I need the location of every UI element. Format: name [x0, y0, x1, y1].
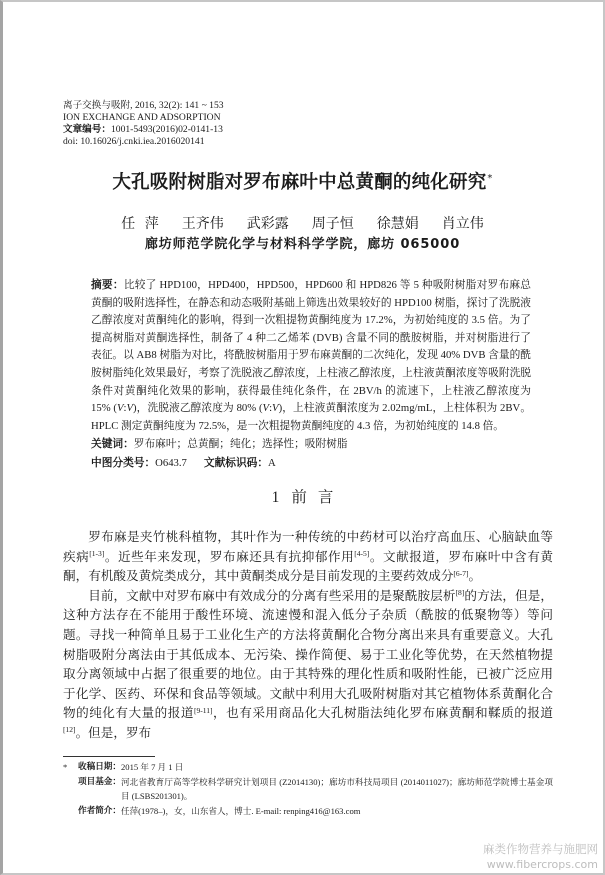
author-name: 徐慧娟 — [376, 217, 419, 232]
received-label: 收稿日期： — [78, 762, 121, 772]
author-list — [0, 215, 605, 235]
footnotes — [63, 760, 553, 818]
footnote-divider — [63, 756, 155, 757]
abstract-text: : — [269, 402, 273, 415]
body-text: 。文献报道，罗布麻叶中含有黄酮，有机酸及黄烷类成分，其中黄酮类成分是目前发现的主要药效成分 — [63, 549, 554, 584]
section-number: 1 — [271, 489, 280, 506]
footnote-received — [63, 760, 553, 775]
funding-text: 河北省教育厅高等学校科学研究计划项目 (Z2014130)；廊坊市科技局项目 (2014011027)；廊坊师范学院博士基金项目 (LSBS201301)。 — [120, 776, 553, 801]
body-text: 的方法，但是，这种方法存在不能用于酸性环境、流速慢和混入低分子杂质（酰胺的低聚物等）等问题。寻找一种简单且易于工业化生产的方法将黄酮化合物分离出来具有重要意义。大孔树脂吸附分离法由于其低成本、无污染、操作简便、易于工业化等优势，在天然植物提取分离领域中占据了很重要的地位。由于其特殊的理化性质和吸附性能，已被广泛应用于化学、医药、环保和食品等领域。文献中利用大孔吸附树脂对其它植物体系黄酮化合物的纯化有大量的报道 — [63, 588, 554, 721]
document-code-label: 文献标识码： — [203, 455, 269, 469]
abstract — [91, 276, 531, 435]
body-text: 。但是，罗布 — [75, 725, 152, 740]
abstract-text: )，洗脱液乙醇浓度为 80% ( — [132, 402, 263, 415]
document-code: A — [268, 456, 276, 469]
clc-label: 中图分类号： — [91, 455, 156, 469]
body-text: 。 — [468, 569, 482, 584]
author-name: 武彩露 — [246, 217, 289, 232]
footnote-mark: * — [63, 762, 68, 772]
journal-header — [63, 100, 483, 148]
citation-ref: [6-7] — [453, 568, 469, 578]
journal-name-english: ION EXCHANGE AND ADSORPTION — [63, 112, 221, 123]
watermark-url: www.fibercrops.com — [486, 858, 598, 871]
article-number-label: 文章编号： — [63, 124, 111, 135]
body-text: 。近些年来发现，罗布麻还具有抗抑郁作用 — [104, 549, 355, 564]
abstract-text: : — [123, 402, 127, 415]
keywords — [91, 435, 531, 454]
section-heading — [0, 486, 605, 509]
article-number-value: 1001-5493(2016)02-0141-13 — [110, 124, 223, 135]
article-number — [63, 124, 483, 136]
citation-ref: [12] — [63, 725, 76, 735]
author-bio-text: 任萍(1978–)，女，山东省人，博士. E-mail: renping416@163.com — [120, 805, 361, 816]
author-name: 肖立伟 — [441, 217, 484, 232]
abstract-text: )，上柱液黄酮浓度为 2.02mg/mL，上柱体积为 2BV。HPLC 测定黄酮纯度为 72.5%，是一次粗提物黄酮纯度的 4.3 倍，为初始纯度的 14.8 倍。 — [91, 402, 532, 432]
body-text: 目前，文献中对罗布麻中有效成分的分离有些采用的是聚酰胺层析 — [88, 588, 456, 603]
author-name: 周子恒 — [311, 217, 354, 232]
footnote-funding — [78, 775, 553, 804]
abstract-italic-v: V — [116, 402, 124, 415]
keywords-text: 罗布麻叶；总黄酮；纯化；选择性；吸附树脂 — [133, 438, 348, 451]
citation-ref: [4-5] — [354, 549, 370, 559]
classification — [91, 454, 531, 473]
received-date: 2015 年 7 月 1 日 — [120, 762, 184, 772]
section-title: 前 言 — [291, 488, 334, 506]
author-name: 任 萍 — [121, 217, 159, 232]
citation-ref: [8] — [455, 588, 465, 598]
keywords-label: 关键词： — [91, 437, 134, 451]
body-text: ，也有采用商品化大孔树脂法纯化罗布麻黄酮和鞣质的报道 — [212, 706, 554, 721]
author-name: 王齐伟 — [181, 217, 224, 232]
title-footnote-mark: * — [487, 173, 493, 184]
abstract-block — [91, 276, 531, 473]
journal-citation: 离子交换与吸附, 2016, 32(2): 141 ~ 153 — [63, 100, 224, 111]
introduction-body — [63, 528, 553, 744]
doi: doi: 10.16026/j.cnki.iea.2016020141 — [63, 136, 205, 147]
abstract-text: 比较了 HPD100，HPD400，HPD500，HPD600 和 HPD826 等 5 种吸附树脂对罗布麻总黄酮的吸附选择性，在静态和动态吸附基础上筛选出效果较好的 HPD100 树脂，探讨了洗脱液乙醇浓度对黄酮纯化的影响，得到一次粗提物黄酮纯度为 17.2%，为初始纯度的 3.5 倍。为了提高树脂对黄酮选择性，制备了 4 种二乙烯苯 (DVB) 含量不同的酰胺树脂，并对树脂进行了表征。以 AB8 树脂为对比，将酰胺树脂用于罗布麻黄酮的二次纯化，发现 40% DVB 含量的酰胺树脂纯化效果最好，考察了洗脱液乙醇浓度，上柱液乙醇浓度，上柱液黄酮浓度等吸附洗脱条件对黄酮纯化效果的影响，获得最佳纯化条件，在 2BV/h 的流速下，上柱液乙醇浓度为 15% ( — [91, 279, 531, 415]
body-paragraph — [63, 528, 553, 587]
clc-number: O643.7 — [155, 456, 187, 469]
abstract-italic-v: V — [272, 402, 279, 415]
watermark-site-name: 麻类作物营养与施肥网 — [483, 842, 598, 856]
author-bio-label: 作者简介： — [78, 805, 121, 816]
article-title-text: 大孔吸附树脂对罗布麻叶中总黄酮的纯化研究 — [112, 172, 487, 193]
site-watermark — [483, 842, 598, 872]
article-title — [0, 170, 605, 199]
abstract-label: 摘要： — [91, 278, 124, 291]
citation-ref: [9-11] — [193, 705, 213, 715]
abstract-italic-v: V — [262, 402, 270, 415]
footnote-author — [78, 804, 553, 819]
body-paragraph — [63, 587, 553, 744]
funding-label: 项目基金： — [78, 776, 121, 787]
body-text: 罗布麻是夹竹桃科植物，其叶作为一种传统的中药材可以治疗高血压、心脑缺血等疾病 — [63, 530, 553, 564]
affiliation: 廊坊师范学院化学与材料科学学院，廊坊 065000 — [144, 237, 461, 252]
citation-ref: [1-3] — [89, 549, 105, 559]
abstract-italic-v: V — [126, 402, 133, 415]
